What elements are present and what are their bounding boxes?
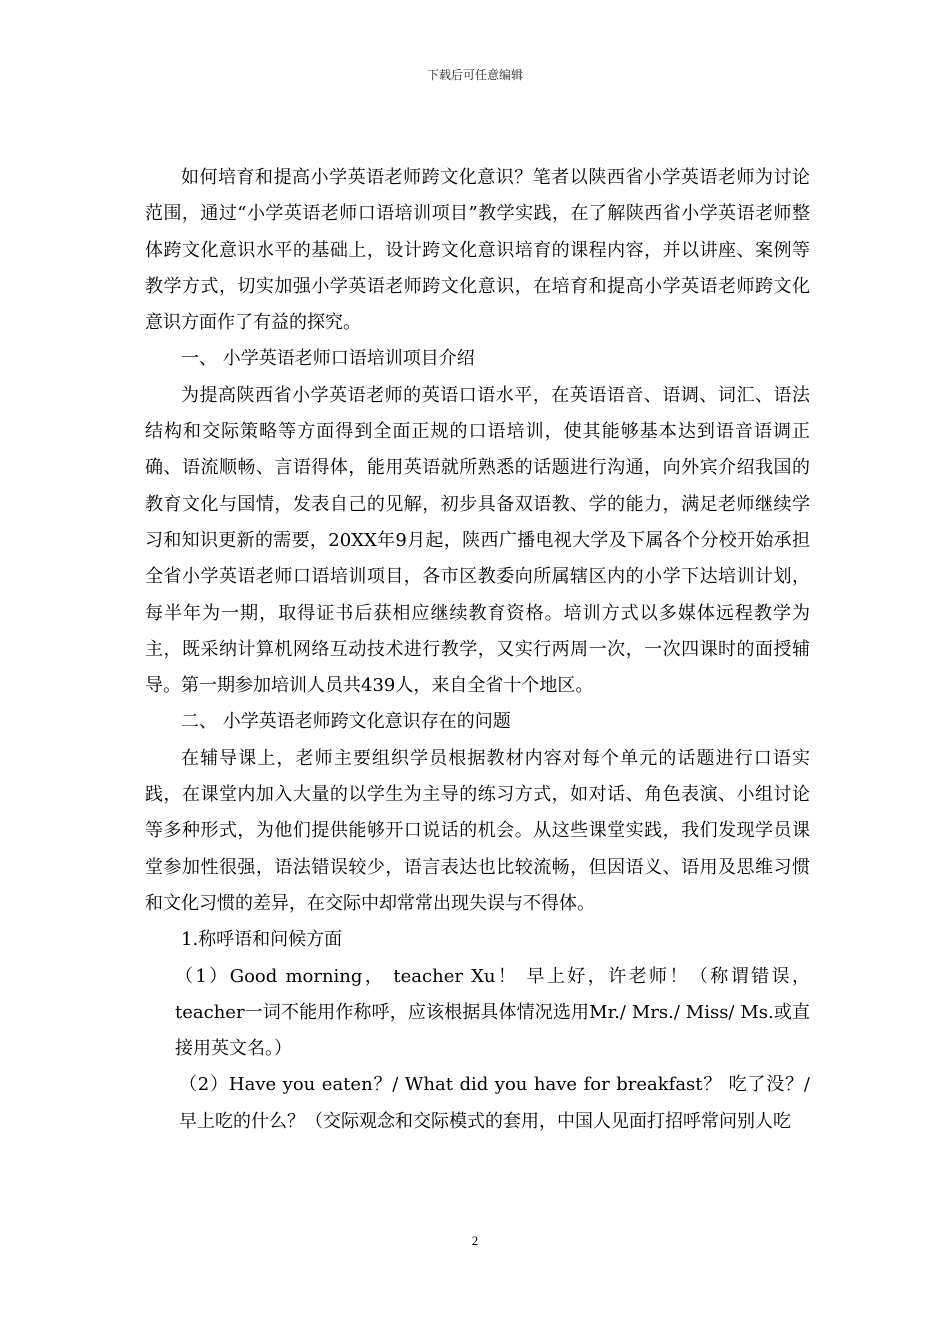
- section-heading-2: 二、 小学英语老师跨文化意识存在的问题: [181, 711, 511, 733]
- paragraph-intro: 如何培育和提高小学英语老师跨文化意识？笔者以陕西省小学英语老师为讨论范围，通过“小学英语老师口语培训项目”教学实践，在了解陕西省小学英语老师整体跨文化意识水平的基础上，设计跨文化意识培育的课程内容，并以讲座、案例等教学方式，切实加强小学英语老师跨文化意识，在培育和提高小学英语老师跨文化意识方面作了有益的探究。: [145, 167, 810, 334]
- section-heading-1: 一、 小学英语老师口语培训项目介绍: [181, 348, 475, 370]
- page-header: 下载后可任意编辑: [426, 68, 523, 82]
- document-body: [145, 160, 810, 1140]
- example-item-1: （1）Good morning， teacher Xu！ 早上好，许老师！（称谓错误，teacher一词不能用作称呼，应该根据具体情况选用Mr./ Mrs./ Miss/ Ms.或直接用英文名。）: [175, 965, 810, 1060]
- paragraph-section-1: 为提高陕西省小学英语老师的英语口语水平，在英语语音、语调、词汇、语法结构和交际策略等方面得到全面正规的口语培训，使其能够基本达到语音语调正确、语流顺畅、言语得体，能用英语就所熟悉的话题进行沟通，向外宾介绍我国的教育文化与国情，发表自己的见解，初步具备双语教、学的能力，满足老师继续学习和知识更新的需要，20XX年9月起，陕西广播电视大学及下属各个分校开始承担全省小学英语老师口语培训项目，各市区教委向所属辖区内的小学下达培训计划，每半年为一期，取得证书后获相应继续教育资格。培训方式以多媒体远程教学为主，既采纳计算机网络互动技术进行教学，又实行两周一次，一次四课时的面授辅导。第一期参加培训人员共439人，来自全省十个地区。: [145, 384, 810, 697]
- subsection-heading-1: 1.称呼语和问候方面: [181, 929, 343, 951]
- example-item-2: （2）Have you eaten？/ What did you have for breakfast？ 吃了没？/早上吃的什么？（交际观念和交际模式的套用，中国人见面打招呼常问别人吃: [179, 1074, 810, 1132]
- paragraph-section-2: 在辅导课上，老师主要组织学员根据教材内容对每个单元的话题进行口语实践，在课堂内加入大量的以学生为主导的练习方式，如对话、角色表演、小组讨论等多种形式，为他们提供能够开口说话的机会。从这些课堂实践，我们发现学员课堂参加性很强，语法错误较少，语言表达也比较流畅，但因语义、语用及思维习惯和文化习惯的差异，在交际中却常常出现失误与不得体。: [145, 747, 810, 914]
- page-number: 2: [471, 1233, 479, 1248]
